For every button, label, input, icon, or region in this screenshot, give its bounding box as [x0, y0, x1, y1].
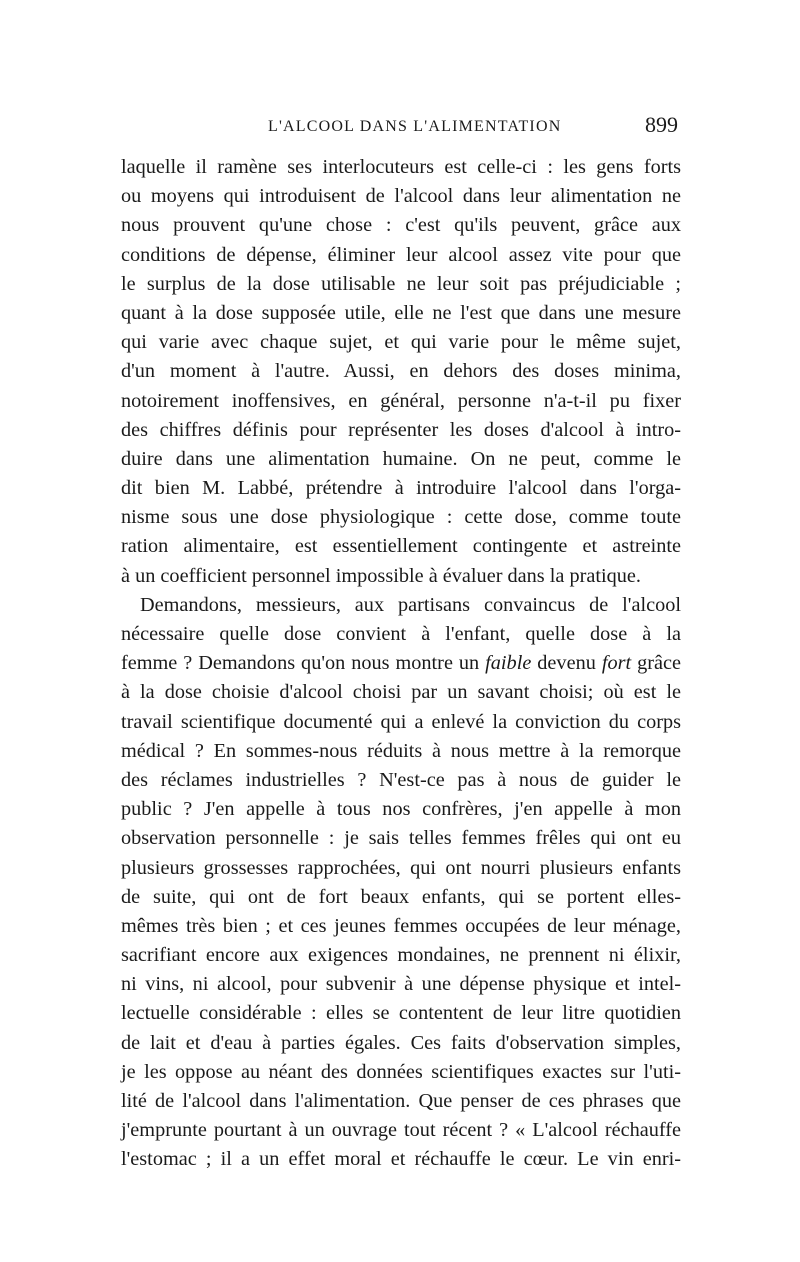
italic-word-fort: fort [601, 652, 632, 675]
text-line: dit bien M. Labbé, prétendre à introduire l'alcool dans l'orga- [121, 477, 681, 500]
text-line: laquelle il ramène ses interlocuteurs est celle-ci : les gens forts [121, 156, 681, 178]
text-line: notoirement inoffensives, en général, personne n'a-t-il pu fixer [121, 389, 681, 412]
text-line: qui varie avec chaque sujet, et qui varie pour le même sujet, [121, 331, 681, 354]
text-line: plusieurs grossesses rapprochées, qui ont nourri plusieurs enfants [121, 856, 681, 879]
text-line-with-italics [121, 649, 681, 678]
italic-word-faible: faible [485, 652, 532, 675]
text-line: observation personnelle : je sais telles femmes frêles qui ont eu [121, 827, 681, 850]
text-line: nécessaire quelle dose convient à l'enfant, quelle dose à la [121, 623, 681, 645]
text-line: médical ? En sommes-nous réduits à nous mettre à la remorque [121, 739, 681, 762]
text-line: conditions de dépense, éliminer leur alcool assez vite pour que [121, 243, 681, 266]
text-line: des chiffres définis pour représenter les doses d'alcool à intro- [121, 418, 681, 441]
text-line: mêmes très bien ; et ces jeunes femmes occupées de leur ménage, [121, 914, 681, 937]
text-segment: devenu [531, 652, 602, 675]
text-line: ni vins, ni alcool, pour subvenir à une dépense physique et intel- [121, 973, 681, 996]
text-segment: grâce [631, 652, 681, 675]
text-line: de lait et d'eau à parties égales. Ces faits d'observation simples, [121, 1031, 681, 1054]
text-line: quant à la dose supposée utile, elle ne l'est que dans une mesure [121, 301, 681, 324]
running-title: L'ALCOOL DANS L'ALIMENTATION [268, 118, 562, 135]
text-segment: femme ? Demandons qu'on nous montre un [121, 652, 486, 675]
text-line: à la dose choisie d'alcool choisi par un savant choisi; où est le [121, 681, 681, 704]
text-line: le surplus de la dose utilisable ne leur soit pas préjudiciable ; [121, 272, 681, 295]
text-line: des réclames industrielles ? N'est-ce pas à nous de guider le [121, 768, 681, 791]
text-line: j'emprunte pourtant à un ouvrage tout récent ? « L'alcool réchauffe [121, 1119, 681, 1142]
text-line: l'estomac ; il a un effet moral et réchauffe le cœur. Le vin enri- [121, 1148, 681, 1171]
text-line: lectuelle considérable : elles se contentent de leur litre quotidien [121, 1002, 681, 1025]
text-line: duire dans une alimentation humaine. On ne peut, comme le [121, 447, 681, 470]
body-text [121, 153, 681, 1175]
text-line: de suite, qui ont de fort beaux enfants, qui se portent elles- [121, 885, 681, 908]
paragraph-start-line: Demandons, messieurs, aux partisans convaincus de l'alcool [140, 593, 681, 616]
page-number: 899 [645, 112, 678, 137]
running-header [120, 112, 680, 144]
text-line: nous prouvent qu'une chose : c'est qu'ils peuvent, grâce aux [121, 214, 681, 237]
text-line: travail scientifique documenté qui a enlevé la conviction du corps [121, 710, 681, 733]
text-line: public ? J'en appelle à tous nos confrères, j'en appelle à mon [121, 798, 681, 821]
text-line: ration alimentaire, est essentiellement contingente et astreinte [121, 535, 681, 558]
text-line: à un coefficient personnel impossible à évaluer dans la pratique. [121, 564, 641, 587]
text-line: je les oppose au néant des données scientifiques exactes sur l'uti- [121, 1060, 681, 1083]
text-line: d'un moment à l'autre. Aussi, en dehors des doses minima, [121, 360, 681, 383]
text-line: ou moyens qui introduisent de l'alcool dans leur alimentation ne [121, 185, 681, 208]
text-line: nisme sous une dose physiologique : cette dose, comme toute [121, 506, 681, 529]
text-line: sacrifiant encore aux exigences mondaines, ne prennent ni élixir, [121, 944, 681, 967]
text-line: lité de l'alcool dans l'alimentation. Que penser de ces phrases que [121, 1090, 681, 1112]
